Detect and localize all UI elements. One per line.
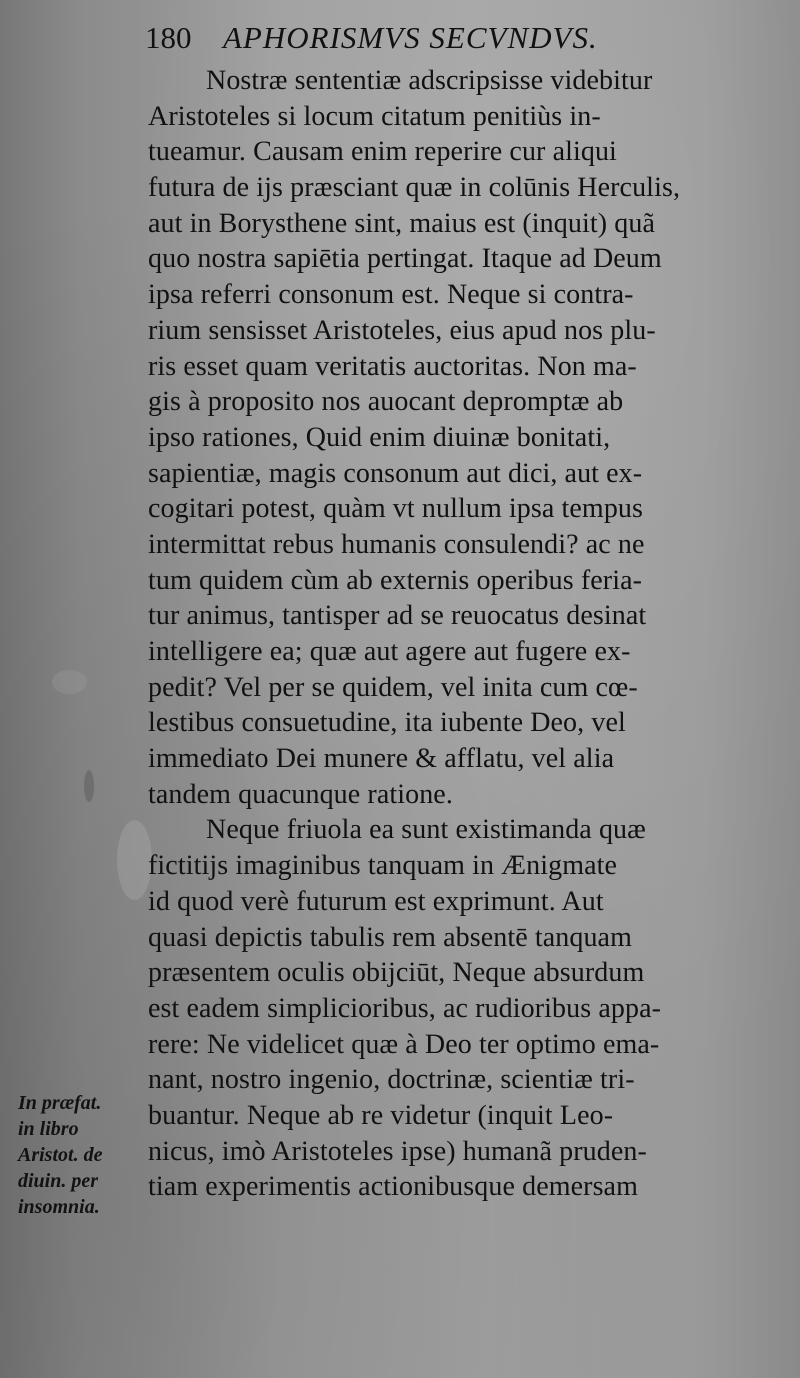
text-line: est eadem simplicioribus, ac rudioribus appa- xyxy=(148,992,662,1024)
text-line: tiam experimentis actionibusque demersam xyxy=(148,1171,638,1203)
text-line: lestibus consuetudine, ita iubente Deo, vel xyxy=(148,707,626,739)
text-line: buantur. Neque ab re videtur (inquit Leo- xyxy=(148,1099,614,1131)
marginal-note-line: In præfat. xyxy=(18,1092,102,1114)
text-line: rere: Ne videlicet quæ à Deo ter optimo ema- xyxy=(148,1028,660,1060)
text-line: cogitari potest, quàm vt nullum ipsa tempus xyxy=(148,493,644,525)
text-line: quo nostra sapiētia pertingat. Itaque ad Deum xyxy=(148,243,662,275)
text-line: tueamur. Causam enim reperire cur aliqui xyxy=(148,136,617,168)
text-line: Aristoteles si locum citatum penitiùs in- xyxy=(148,100,601,132)
text-line: intelligere ea; quæ aut agere aut fugere ex- xyxy=(148,636,631,667)
text-line: id quod verè futurum est exprimunt. Aut xyxy=(148,885,604,917)
text-line: tandem quacunque ratione. xyxy=(148,778,453,810)
marginal-note-line: Aristot. de xyxy=(18,1144,103,1166)
text-line: intermittat rebus humanis consulendi? ac ne xyxy=(148,528,645,560)
text-line: futura de ijs præsciant quæ in colūnis Herculis, xyxy=(148,172,681,204)
running-title: APHORISMVS SECVNDVS. xyxy=(223,20,598,55)
text-line: Neque friuola ea sunt existimanda quæ xyxy=(206,814,646,846)
text-line: tum quidem cùm ab externis operibus feria- xyxy=(148,564,643,596)
text-line: quasi depictis tabulis rem absentē tanquam xyxy=(148,921,632,953)
marginal-note xyxy=(18,1090,140,1220)
page-number: 180 xyxy=(145,20,192,55)
text-line: Nostræ sententiæ adscripsisse videbitur xyxy=(206,65,653,96)
text-line: immediato Dei munere & afflatu, vel alia xyxy=(148,743,615,775)
paper-stain xyxy=(117,820,152,900)
marginal-note-line: insomnia. xyxy=(18,1196,100,1218)
page-header xyxy=(145,16,725,60)
paper-mark xyxy=(84,770,94,802)
paper-stain xyxy=(52,670,87,694)
text-line: præsentem oculis obijciūt, Neque absurdum xyxy=(148,957,645,989)
text-line: aut in Borysthene sint, maius est (inquit) quã xyxy=(148,207,655,239)
text-line: nicus, imò Aristoteles ipse) humanã pruden- xyxy=(148,1135,647,1167)
text-line: tur animus, tantisper ad se reuocatus desinat xyxy=(148,600,647,632)
marginal-note-line: diuin. per xyxy=(18,1170,99,1192)
text-line: ris esset quam veritatis auctoritas. Non ma- xyxy=(148,350,637,382)
text-line: ipsa referri consonum est. Neque si contra- xyxy=(148,279,634,311)
main-text-block xyxy=(148,63,758,1205)
text-line: sapientiæ, magis consonum aut dici, aut ex- xyxy=(148,457,643,489)
text-line: rium sensisset Aristoteles, eius apud nos plu- xyxy=(148,314,656,346)
text-line: pedit? Vel per se quidem, vel inita cum cœ- xyxy=(148,671,638,703)
text-line: fictitijs imaginibus tanquam in Ænigmate xyxy=(148,850,618,882)
text-line: ipso rationes, Quid enim diuinæ bonitati, xyxy=(148,421,611,453)
text-line: gis à proposito nos auocant depromptæ ab xyxy=(148,386,624,418)
text-line: nant, nostro ingenio, doctrinæ, scientiæ tri- xyxy=(148,1064,635,1096)
marginal-note-line: in libro xyxy=(18,1118,79,1140)
